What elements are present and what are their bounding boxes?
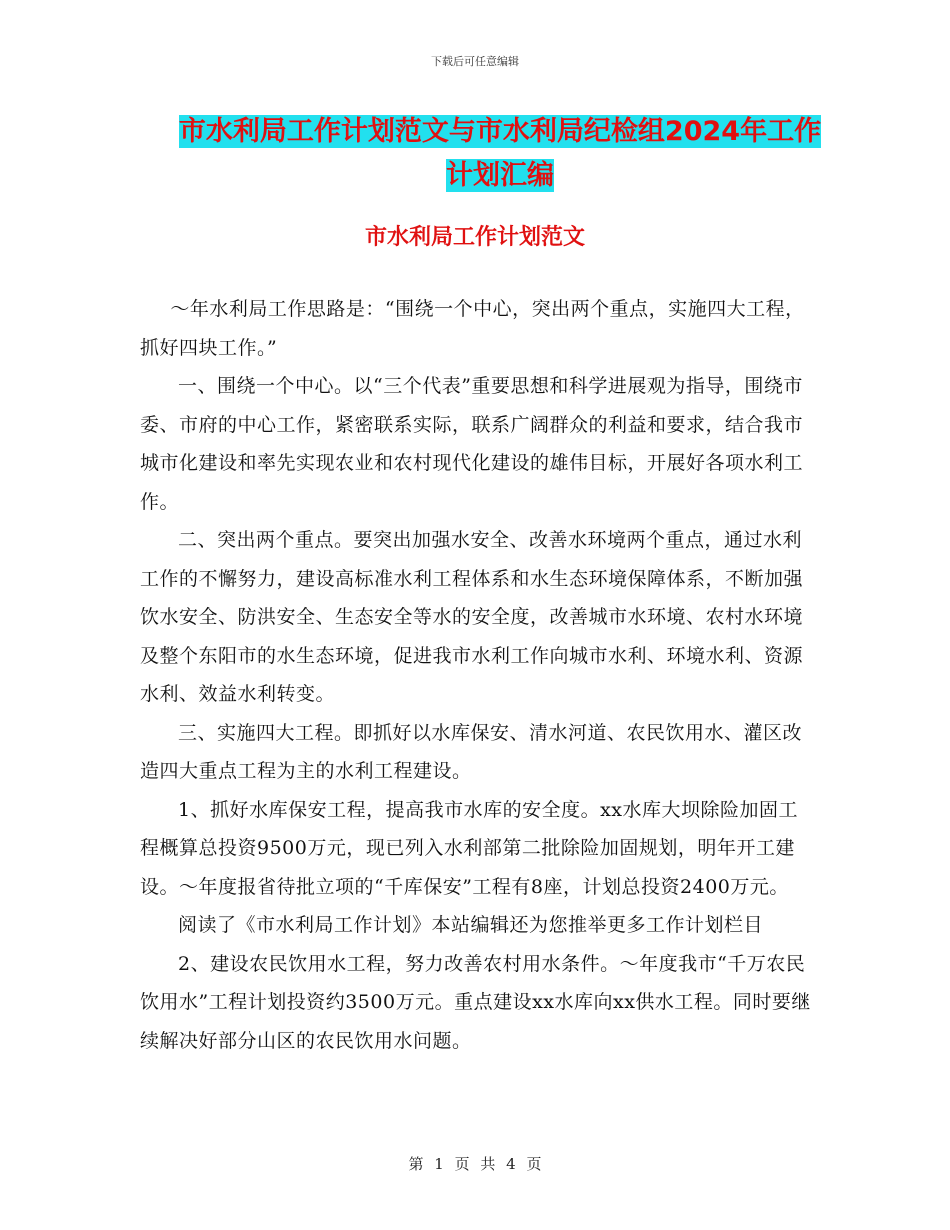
paragraph-drinking-water: 2、建设农民饮用水工程，努力改善农村用水条件。～年度我市“千万农民饮用水”工程计划投资约3500万元。重点建设xx水库向xx供水工程。同时要继续解决好部分山区的农民饮用水问题。 (140, 952, 811, 1052)
paragraph-one-center: 一、围绕一个中心。以“三个代表”重要思想和科学进展观为指导，围绕市委、市府的中心工作，紧密联系实际，联系广阔群众的利益和要求，结合我市城市化建设和率先实现农业和农村现代化建设的雄伟目标，开展好各项水利工作。 (140, 375, 804, 513)
header-note: 下载后可任意编辑 (431, 55, 519, 68)
page-number-footer: 第 1 页 共 4 页 (408, 1155, 542, 1173)
paragraph-four-projects: 三、实施四大工程。即抓好以水库保安、清水河道、农民饮用水、灌区改造四大重点工程为主的水利工程建设。 (140, 721, 803, 782)
document-title-line-2: 计划汇编 (446, 160, 554, 191)
paragraph-intro: ～年水利局工作思路是：“围绕一个中心，突出两个重点，实施四大工程，抓好四块工作。” (140, 298, 805, 359)
paragraph-reading-note: 阅读了《市水利局工作计划》本站编辑还为您推举更多工作计划栏目 (178, 914, 764, 936)
paragraph-reservoir-safety: 1、抓好水库保安工程，提高我市水库的安全度。xx水库大坝除险加固工程概算总投资9500万元，现已列入水利部第二批除险加固规划，明年开工建设。～年度报省待批立项的“千库保安”工程有8座，计划总投资2400万元。 (140, 798, 799, 898)
document-title (140, 110, 860, 198)
paragraph-two-focus: 二、突出两个重点。要突出加强水安全、改善水环境两个重点，通过水利工作的不懈努力，建设高标准水利工程体系和水生态环境保障体系，不断加强饮水安全、防洪安全、生态安全等水的安全度，改善城市水环境、农村水环境及整个东阳市的水生态环境，促进我市水利工作向城市水利、环境水利、资源水利、效益水利转变。 (140, 529, 804, 705)
section-title: 市水利局工作计划范文 (364, 225, 585, 250)
document-title-line-1: 市水利局工作计划范文与市水利局纪检组2024年工作 (178, 116, 822, 147)
document-body (140, 290, 812, 1060)
